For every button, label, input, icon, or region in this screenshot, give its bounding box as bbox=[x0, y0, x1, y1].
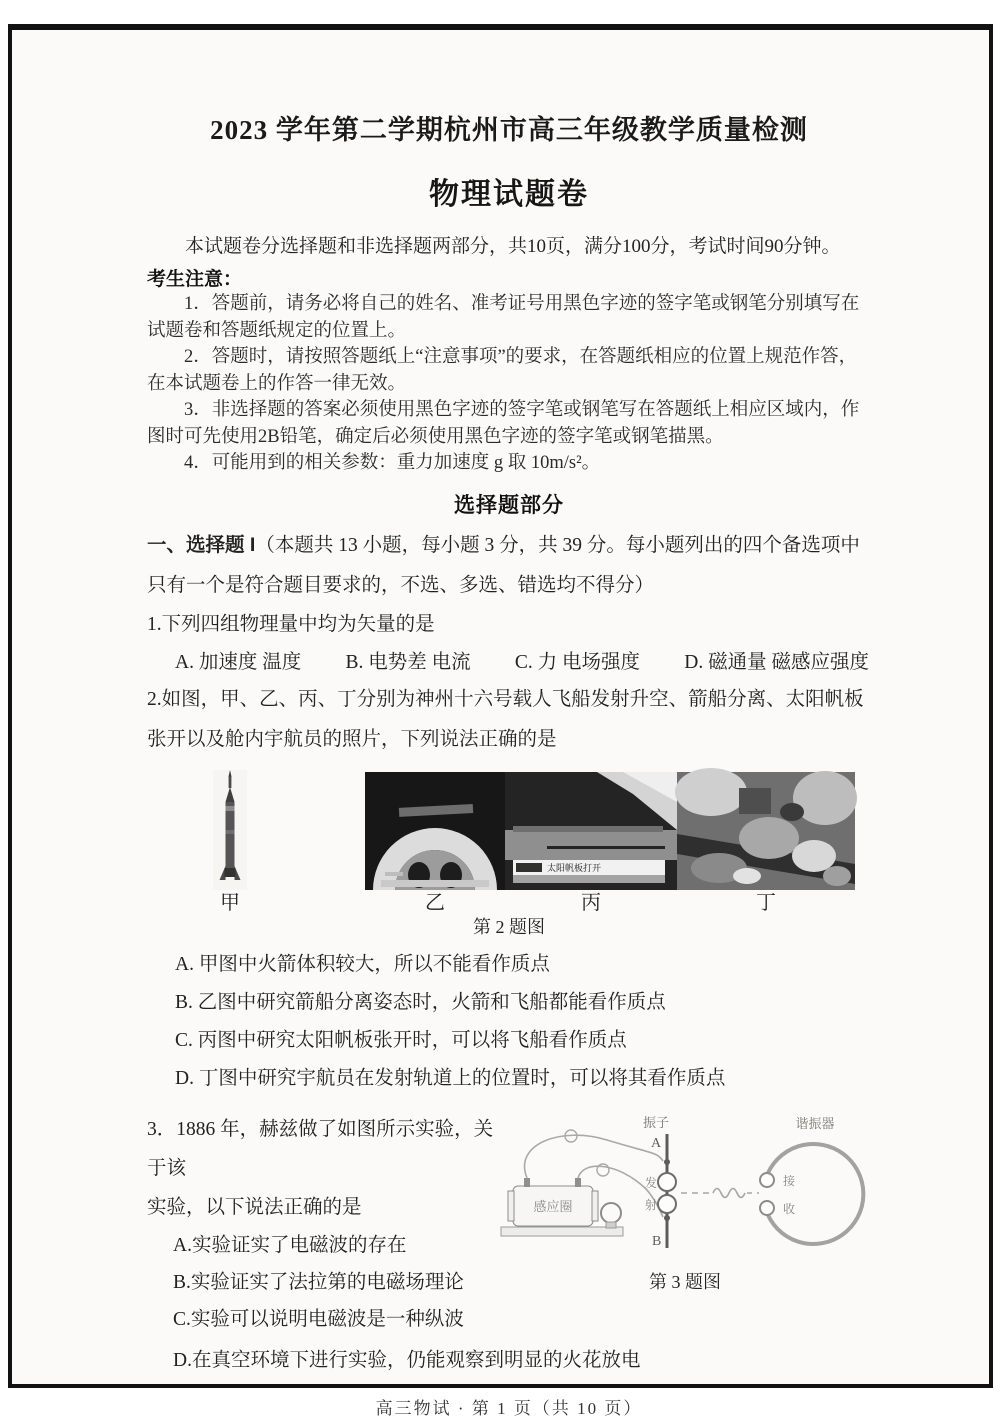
photo-label-ding: 丁 bbox=[756, 891, 776, 914]
hertz-experiment-diagram bbox=[499, 1114, 871, 1264]
spark-ball-upper bbox=[658, 1173, 676, 1191]
receive-ball-upper bbox=[760, 1173, 774, 1187]
photo-label-yi: 乙 bbox=[425, 891, 445, 914]
coil-label: 感应圈 bbox=[533, 1198, 573, 1214]
question-2-figure-caption: 第 2 题图 bbox=[473, 916, 545, 937]
q2-option-d: D. 丁图中研究宇航员在发射轨道上的位置时，可以将其看作质点 bbox=[175, 1067, 726, 1089]
send-label-top: 发 bbox=[645, 1175, 658, 1190]
question-3-figure-caption: 第 3 题图 bbox=[649, 1271, 721, 1292]
question-3-stem-line1: 3．1886 年，赫兹做了如图所示实验，关于该 bbox=[147, 1118, 494, 1179]
question-3 bbox=[147, 1110, 871, 1338]
resonator-label: 谐振器 bbox=[795, 1115, 835, 1131]
question-1-options bbox=[147, 646, 871, 680]
spark-ball-lower bbox=[658, 1195, 676, 1213]
q1-option-b: B. 电势差 电流 bbox=[345, 651, 471, 673]
q2-option-b: B. 乙图中研究箭船分离姿态时，火箭和飞船都能看作质点 bbox=[175, 991, 666, 1013]
q3-option-b: B.实验证实了法拉第的电磁场理论 bbox=[173, 1271, 464, 1293]
exam-subtitle: 物理试题卷 bbox=[429, 178, 589, 211]
separation-photo-icon bbox=[365, 772, 505, 890]
coil-base bbox=[501, 1227, 623, 1236]
photo-overlay-caption: 太阳帆板打开 bbox=[547, 862, 602, 873]
photo-label-bing: 丙 bbox=[581, 891, 601, 914]
resonator-ring bbox=[766, 1144, 863, 1244]
photo-column-bing bbox=[505, 772, 677, 914]
photo-column-yi bbox=[365, 772, 505, 914]
question-2-stem: 2.如图，甲、乙、丙、丁分别为神州十六号载人飞船发射升空、箭船分离、太阳帆板张开以及舱内宇航员的照片，下列说法正确的是 bbox=[147, 688, 864, 750]
exam-intro: 本试题卷分选择题和非选择题两部分，共10页，满分100分，考试时间90分钟。 bbox=[185, 236, 841, 257]
question-3-figure bbox=[499, 1110, 871, 1338]
question-2-options bbox=[147, 946, 871, 1098]
wire-upper bbox=[525, 1135, 663, 1178]
scanned-exam-page bbox=[8, 24, 993, 1418]
question-2-photo-strip bbox=[195, 770, 871, 914]
q2-option-a: A. 甲图中火箭体积较大，所以不能看作质点 bbox=[175, 953, 550, 975]
photo-label-jia: 甲 bbox=[220, 891, 240, 914]
photo-column-jia bbox=[195, 770, 265, 914]
question-group-intro bbox=[147, 525, 871, 606]
question-3-text bbox=[147, 1110, 499, 1338]
page-footer: 高三物试 · 第 1 页（共 10 页） bbox=[375, 1398, 643, 1418]
notice-item-4: 4．可能用到的相关参数：重力加速度 g 取 10m/s²。 bbox=[184, 453, 601, 473]
oscillator-label: 振子 bbox=[642, 1114, 670, 1130]
q3-option-a: A.实验证实了电磁波的存在 bbox=[173, 1234, 407, 1256]
notice-item-2: 2．答题时，请按照答题纸上“注意事项”的要求，在答题纸相应的位置上规范作答，在本试题卷上的作答一律无效。 bbox=[147, 347, 858, 394]
point-a-label: A bbox=[651, 1135, 662, 1151]
point-b-label: B bbox=[652, 1233, 662, 1249]
solar-panel-photo-icon bbox=[505, 772, 677, 890]
wave-squiggle-icon bbox=[713, 1188, 745, 1197]
coil-wheel-icon bbox=[601, 1203, 621, 1223]
q3-option-d: D.在真空环境下进行实验，仍能观察到明显的火花放电 bbox=[173, 1349, 641, 1371]
receive-label-bottom: 收 bbox=[783, 1201, 796, 1216]
astronauts-photo-icon bbox=[677, 772, 855, 890]
notice-item-3: 3．非选择题的答案必须使用黑色字迹的签字笔或钢笔写在答题纸上相应区域内，作图时可先使用2B铅笔，确定后必须使用黑色字迹的签字笔或钢笔描黑。 bbox=[147, 400, 860, 447]
receive-label-top: 接 bbox=[783, 1173, 796, 1188]
exam-title: 2023 学年第二学期杭州市高三年级教学质量检测 bbox=[210, 115, 808, 145]
page-content bbox=[12, 30, 989, 1418]
q1-option-c: C. 力 电场强度 bbox=[514, 651, 640, 673]
notice-heading: 考生注意： bbox=[147, 269, 243, 290]
section-header: 选择题部分 bbox=[454, 493, 564, 517]
rocket-photo-icon bbox=[213, 770, 247, 890]
notice-item-1: 1．答题前，请务必将自己的姓名、准考证号用黑色字迹的签字笔或钢笔分别填写在试题卷和答题纸规定的位置上。 bbox=[147, 294, 860, 341]
send-label-bottom: 射 bbox=[645, 1197, 658, 1212]
photo-column-ding bbox=[677, 772, 855, 914]
question-group-desc: （本题共 13 小题，每小题 3 分，共 39 分。每小题列出的四个备选项中只有一个是符合题目要求的，不选、多选、错选均不得分） bbox=[147, 534, 860, 596]
question-1-stem: 1.下列四组物理量中均为矢量的是 bbox=[147, 613, 435, 635]
q1-option-d: D. 磁通量 磁感应强度 bbox=[684, 651, 869, 673]
q1-option-a: A. 加速度 温度 bbox=[175, 651, 302, 673]
question-3-stem-line2: 实验，以下说法正确的是 bbox=[147, 1196, 362, 1218]
receive-ball-lower bbox=[760, 1201, 774, 1215]
q2-option-c: C. 丙图中研究太阳帆板张开时，可以将飞船看作质点 bbox=[175, 1029, 627, 1051]
q3-option-c: C.实验可以说明电磁波是一种纵波 bbox=[173, 1308, 464, 1330]
question-group-label: 一、选择题 I bbox=[147, 533, 256, 556]
